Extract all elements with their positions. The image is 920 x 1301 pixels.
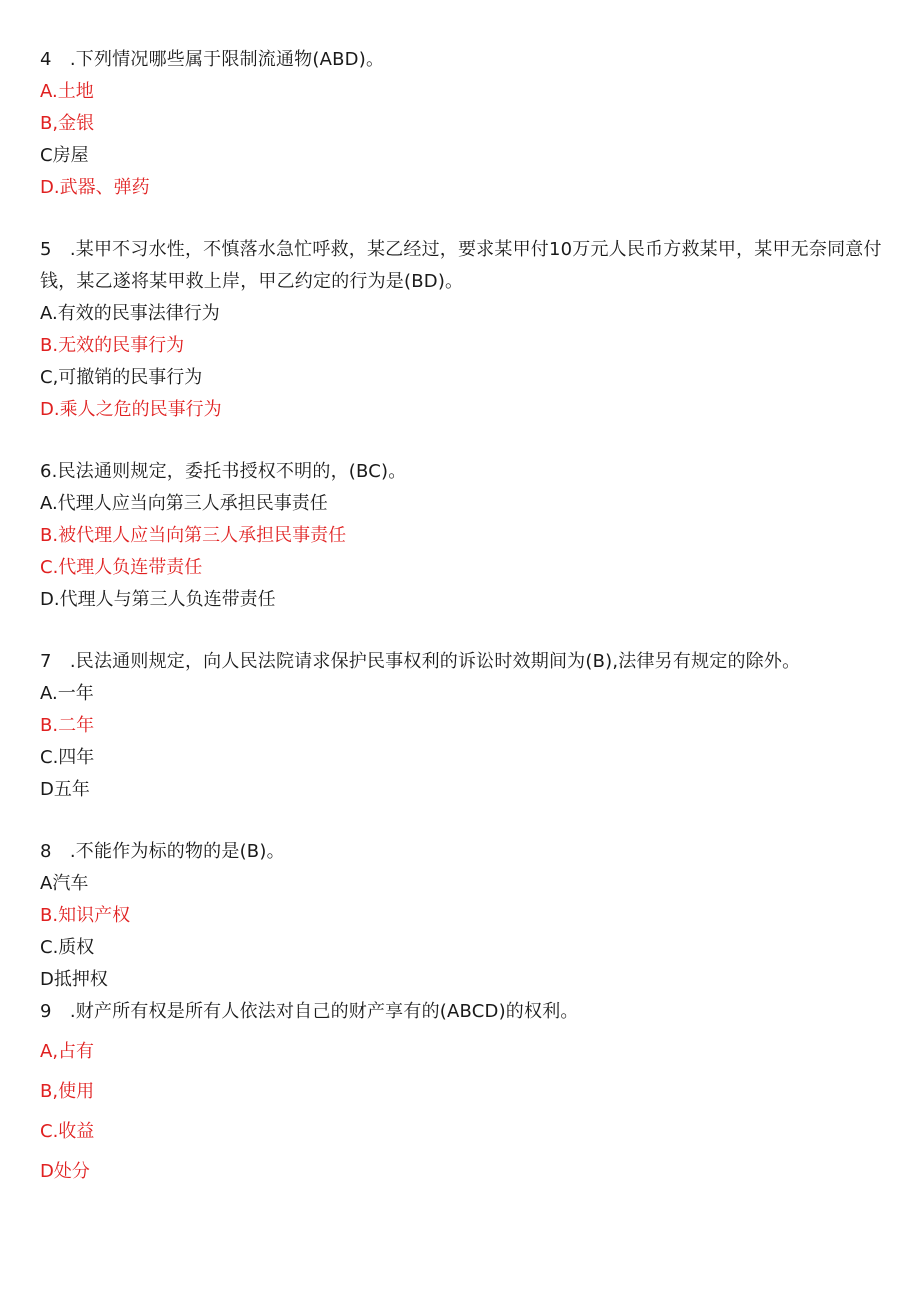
question-9 <box>40 996 885 1192</box>
question-6 <box>40 456 885 616</box>
question-stem: 5 .某甲不习水性，不慎落水急忙呼救，某乙经过，要求某甲付10万元人民币方救某甲，某甲无奈同意付钱，某乙遂将某甲救上岸，甲乙约定的行为是(BD)。 <box>40 239 882 292</box>
option-c: C.质权 <box>40 937 95 958</box>
question-4 <box>40 44 885 204</box>
question-5 <box>40 234 885 426</box>
question-stem: 9 .财产所有权是所有人依法对自己的财产享有的(ABCD)的权利。 <box>40 1001 579 1022</box>
option-a: A.土地 <box>40 81 94 102</box>
question-stem: 4 .下列情况哪些属于限制流通物(ABD)。 <box>40 49 385 70</box>
document-page <box>40 44 885 1192</box>
option-c: C房屋 <box>40 145 89 166</box>
question-7 <box>40 646 885 806</box>
question-stem: 6.民法通则规定，委托书授权不明的，(BC)。 <box>40 461 407 482</box>
question-stem: 7 .民法通则规定，向人民法院请求保护民事权利的诉讼时效期间为(B),法律另有规定的除外。 <box>40 651 801 672</box>
option-d: D抵押权 <box>40 969 108 990</box>
option-b: B,金银 <box>40 113 95 134</box>
question-stem: 8 .不能作为标的物的是(B)。 <box>40 841 285 862</box>
option-c: C.代理人负连带责任 <box>40 557 203 578</box>
option-b: B.被代理人应当向第三人承担民事责任 <box>40 525 347 546</box>
option-a: A,占有 <box>40 1041 95 1062</box>
option-a: A.代理人应当向第三人承担民事责任 <box>40 493 328 514</box>
option-a: A.一年 <box>40 683 94 704</box>
option-d: D处分 <box>40 1161 90 1182</box>
option-c: C.收益 <box>40 1121 95 1142</box>
option-d: D.代理人与第三人负连带责任 <box>40 589 276 610</box>
option-b: B.知识产权 <box>40 905 131 926</box>
option-a: A.有效的民事法律行为 <box>40 303 220 324</box>
option-d: D.武器、弹药 <box>40 177 150 198</box>
option-a: A汽车 <box>40 873 89 894</box>
option-d: D五年 <box>40 779 90 800</box>
option-c: C,可撤销的民事行为 <box>40 367 203 388</box>
option-b: B.二年 <box>40 715 95 736</box>
option-c: C.四年 <box>40 747 95 768</box>
option-b: B.无效的民事行为 <box>40 335 185 356</box>
option-b: B,使用 <box>40 1081 95 1102</box>
option-d: D.乘人之危的民事行为 <box>40 399 222 420</box>
question-8 <box>40 836 885 996</box>
